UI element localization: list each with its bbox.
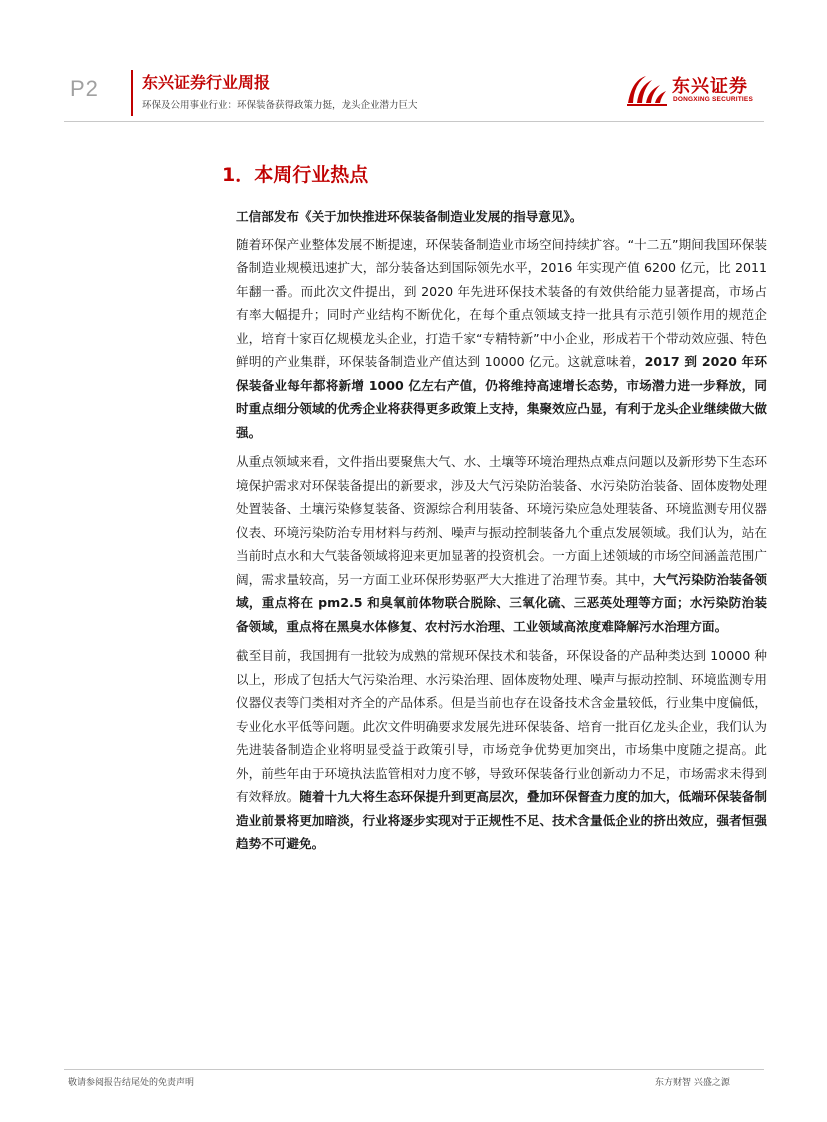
report-subtitle: 环保及公用事业行业：环保装备获得政策力挺，龙头企业潜力巨大 <box>142 100 418 111</box>
dongxing-logo-mark-icon <box>626 70 668 108</box>
page-number: P2 <box>70 76 99 101</box>
paragraph-3 <box>236 644 767 856</box>
lead-headline: 工信部发布《关于加快推进环保装备制造业发展的指导意见》。 <box>236 209 583 224</box>
logo-text-en: DONGXING SECURITIES <box>673 96 754 103</box>
company-logo <box>626 70 766 110</box>
header-rule <box>64 121 764 122</box>
paragraph-2-text: 从重点领域来看，文件指出要聚焦大气、水、土壤等环境治理热点难点问题以及新形势下生态环境保护需求对环保装备提出的新要求，涉及大气污染防治装备、水污染防治装备、固体废物处理处置装备、土壤污染修复装备、资源综合利用装备、环境污染应急处理装备、环境监测专用仪器仪表、环境污染防治专用材料与药剂、噪声与振动控制装备九个重点发展领域。我们认为，站在当前时点水和大气装备领域将迎来更加显著的投资机会。一方面上述领域的市场空间涵盖范围广阔，需求量较高，另一方面工业环保形势驱严大大推进了治理节奏。其中， <box>236 454 767 587</box>
footer-slogan: 东方财智 兴盛之源 <box>655 1078 730 1088</box>
footer-disclaimer: 敬请参阅报告结尾处的免责声明 <box>68 1078 195 1088</box>
section-title: 1．本周行业热点 <box>222 164 369 186</box>
paragraph-3-bold: 随着十九大将生态环保提升到更高层次，叠加环保督查力度的加大，低端环保装备制造业前景将更加暗淡，行业将逐步实现对于正规性不足、技术含量低企业的挤出效应，强者恒强趋势不可避免。 <box>236 789 768 851</box>
article-body <box>236 205 767 856</box>
paragraph-2-bold: 大气污染防治装备领域，重点将在 pm2.5 和臭氧前体物联合脱除、三氧化硫、三恶英处理等方面；水污染防治装备领域，重点将在黑臭水体修复、农村污水治理、工业领域高浓度难降解污水治理方面。 <box>236 571 768 634</box>
paragraph-2 <box>236 450 767 638</box>
logo-text-cn: 东兴证券 <box>672 76 748 97</box>
footer-rule <box>64 1069 764 1070</box>
paragraph-1-bold: 2017 到 2020 年环保装备业每年都将新增 1000 亿左右产值，仍将维持高速增长态势，市场潜力进一步释放，同时重点细分领域的优秀企业将获得更多政策上支持，集聚效应凸显，有利于龙头企业继续做大做强。 <box>236 354 767 440</box>
paragraph-1 <box>236 233 767 445</box>
paragraph-3-text: 截至目前，我国拥有一批较为成熟的常规环保技术和装备，环保设备的产品种类达到 10000 种以上，形成了包括大气污染治理、水污染治理、固体废物处理、噪声与振动控制、环境监测专用仪器仪表等门类相对齐全的产品体系。但是当前也存在设备技术含金量较低，行业集中度偏低，专业化水平低等问题。此次文件明确要求发展先进环保装备、培育一批百亿龙头企业，我们认为先进装备制造企业将明显受益于政策引导，市场竞争优势更加突出，市场集中度随之提高。此外，前些年由于环境执法监管相对力度不够，导致环保装备行业创新动力不足，市场需求未得到有效释放。 <box>236 648 767 804</box>
header-divider <box>131 70 133 116</box>
paragraph-1-text: 随着环保产业整体发展不断提速，环保装备制造业市场空间持续扩容。“十二五”期间我国环保装备制造业规模迅速扩大，部分装备达到国际领先水平，2016 年实现产值 6200 亿元，比 2011 年翻一番。而此次文件提出，到 2020 年先进环保技术装备的有效供给能力显著提高，市场占有率大幅提升；同时产业结构不断优化，在每个重点领域支持一批具有示范引领作用的规范企业，培育十家百亿规模龙头企业，打造千家“专精特新”中小企业，形成若干个带动效应强、特色鲜明的产业集群，环保装备制造业产值达到 10000 亿元。这就意味着， <box>236 236 767 369</box>
report-title: 东兴证券行业周报 <box>142 73 271 92</box>
